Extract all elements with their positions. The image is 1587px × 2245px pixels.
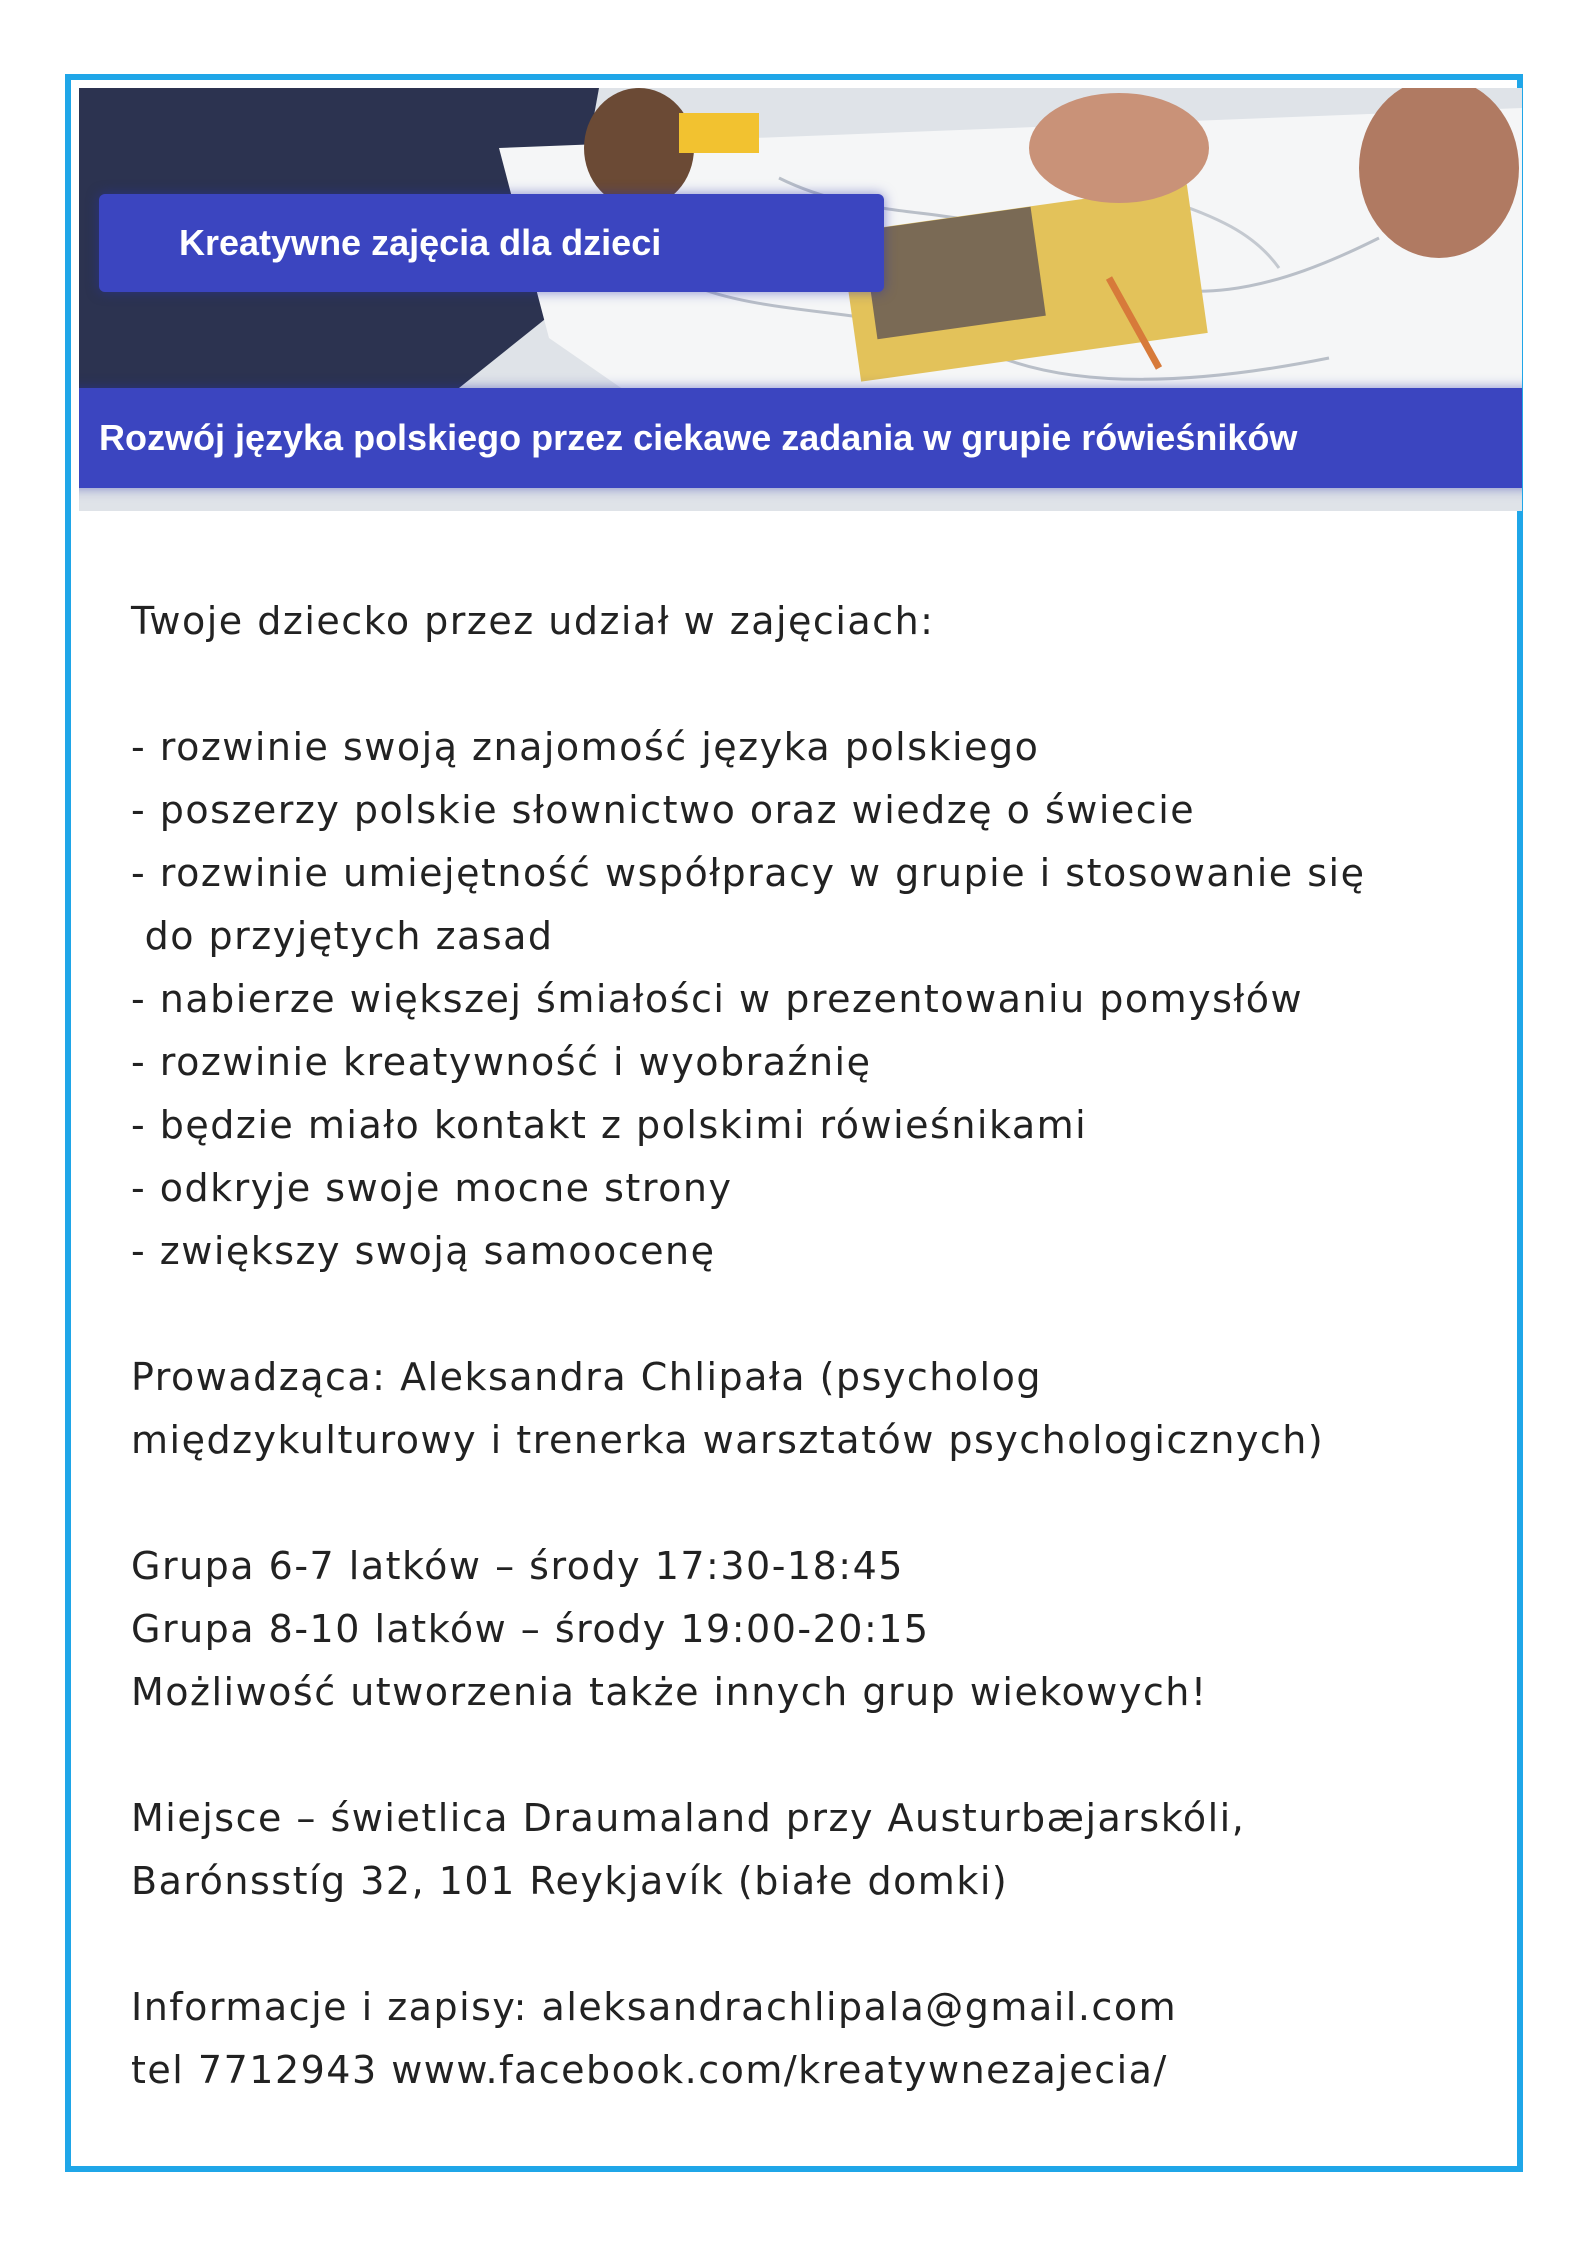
group-line: Grupa 8-10 latków – środy 19:00-20:15 — [131, 1607, 930, 1651]
benefit-item: do przyjętych zasad — [131, 914, 554, 958]
benefit-item: - rozwinie kreatywność i wyobraźnię — [131, 1040, 872, 1084]
contact-section — [131, 1976, 1461, 2102]
location-section — [131, 1787, 1461, 1913]
instructor-section — [131, 1346, 1461, 1472]
benefit-item: - zwiększy swoją samoocenę — [131, 1229, 716, 1273]
intro-text: Twoje dziecko przez udział w zajęciach: — [131, 599, 935, 643]
benefit-item: - rozwinie umiejętność współpracy w grupie i stosowanie się — [131, 851, 1366, 895]
location-line: Barónsstíg 32, 101 Reykjavík (białe domki) — [131, 1859, 1009, 1903]
banner-title: Kreatywne zajęcia dla dzieci — [99, 194, 884, 292]
benefit-item: - nabierze większej śmiałości w prezentowaniu pomysłów — [131, 977, 1304, 1021]
benefit-item: - odkryje swoje mocne strony — [131, 1166, 733, 1210]
instructor-line: Prowadząca: Aleksandra Chlipała (psycholog — [131, 1355, 1042, 1399]
group-line: Grupa 6-7 latków – środy 17:30-18:45 — [131, 1544, 904, 1588]
benefit-item: - będzie miało kontakt z polskimi rówieśnikami — [131, 1103, 1088, 1147]
benefit-item: - poszerzy polskie słownictwo oraz wiedzę o świecie — [131, 788, 1196, 832]
instructor-line: międzykulturowy i trenerka warsztatów psychologicznych) — [131, 1418, 1325, 1462]
contact-line: Informacje i zapisy: aleksandrachlipala@gmail.com — [131, 1985, 1178, 2029]
poster-body — [131, 590, 1461, 2102]
groups-section — [131, 1535, 1461, 1724]
banner-subtitle: Rozwój języka polskiego przez ciekawe zadania w grupie rówieśników — [79, 388, 1522, 488]
benefit-item: - rozwinie swoją znajomość języka polskiego — [131, 725, 1040, 769]
location-line: Miejsce – świetlica Draumaland przy Austurbæjarskóli, — [131, 1796, 1246, 1840]
group-line: Możliwość utworzenia także innych grup wiekowych! — [131, 1670, 1208, 1714]
contact-line: tel 7712943 www.facebook.com/kreatywnezajecia/ — [131, 2048, 1168, 2092]
header-banner — [79, 88, 1522, 511]
benefits-list — [131, 716, 1461, 1283]
